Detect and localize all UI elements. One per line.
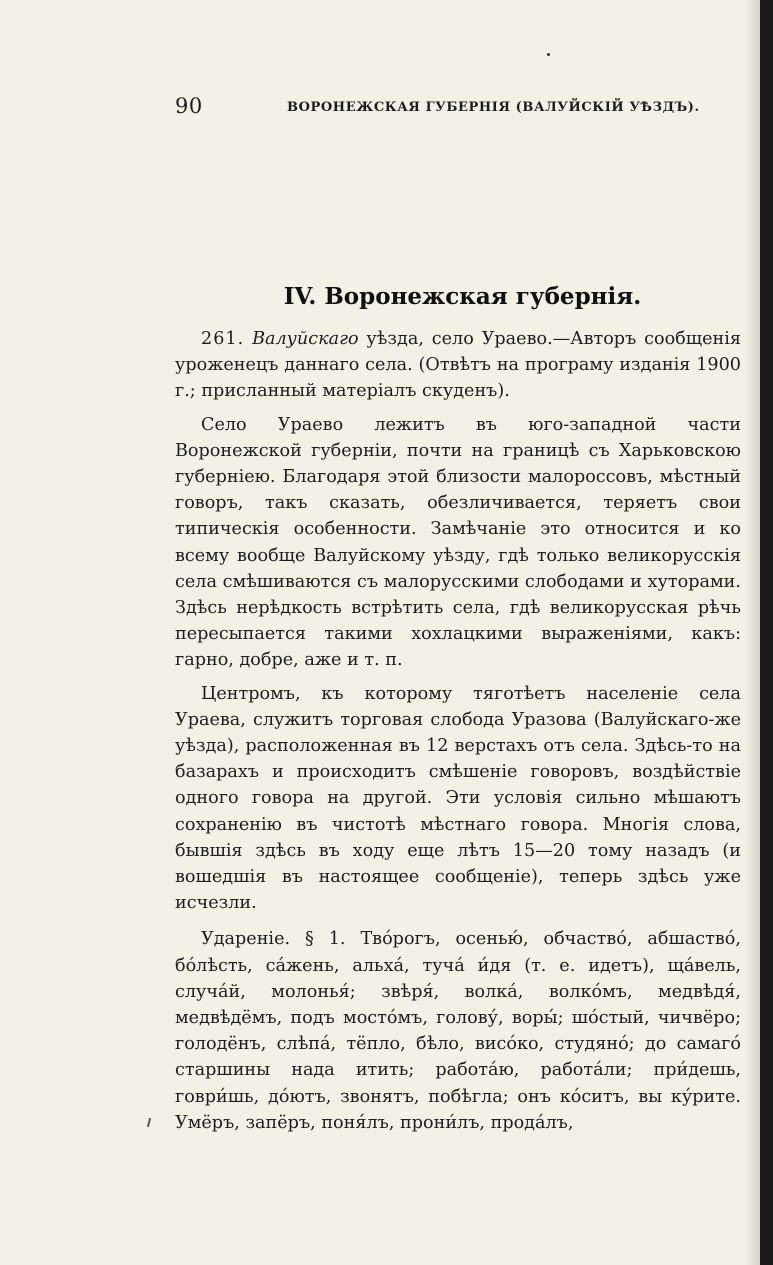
page-edge-shadow	[745, 0, 760, 1265]
paragraph-261-text: уѣзда, село Ураево.—Авторъ сообщенія уроженецъ даннаго села. (Отвѣтъ на програму изданія 1900 г.; присланный матеріалъ скуденъ).	[175, 329, 741, 402]
paragraph-location: Село Ураево лежитъ въ юго-западной части Воронежской губерніи, почти на границѣ съ Харьковскою губерніею. Благодаря этой близости малороссовъ, мѣстный говоръ, такъ сказать, обезличивается, теряетъ свои типическія особенности. Замѣчаніе это относится и ко всему вообще Валуйскому уѣзду, гдѣ только великорусскія села смѣшиваются съ малорусскими слободами и хуторами. Здѣсь нерѣдкость встрѣтить села, гдѣ великорусская рѣчь пересыпается такими хохлацкими выраженіями, какъ: гарно, добре, аже и т. п.	[175, 414, 741, 671]
margin-mark	[147, 1118, 151, 1127]
paragraph-stress: Удареніе. § 1. Тво́рогъ, осенью́, обчаство́, абшаство́, бо́лѣсть, са́жень, альха́, туча́ и́дя (т. е. идетъ), ща́вель, случа́й, молонья́; звѣря́, волка́, волко́мъ, медвѣдя́, медвѣдёмъ, подъ мосто́мъ, голову́, воры́; шо́стый, чичвёро; голодёнъ, слѣпа́, тёпло, бѣло, висо́ко, студяно́; до самаго́ старшины нада итить; работа́ю, работа́ли; при́дешь, говри́шь, до́ютъ, звонятъ, побѣгла; онъ ко́ситъ, вы ку́рите. Умёръ, запёръ, поня́лъ, прони́лъ, прода́лъ,	[175, 929, 741, 1133]
page-number: 90	[175, 94, 203, 118]
body-text	[175, 326, 741, 1136]
paragraph-number: 261.	[201, 329, 245, 349]
page-header	[175, 90, 735, 130]
paragraph-261	[175, 326, 741, 405]
page-speck	[547, 53, 550, 56]
chapter-title: IV. Воронежская губернія.	[283, 283, 642, 310]
paragraph-center: Центромъ, къ которому тяготѣетъ населеніе села Ураева, служитъ торговая слобода Уразова (Валуйскаго-же уѣзда), расположенная въ 12 верстахъ отъ села. Здѣсь-то на базарахъ и происходитъ смѣшеніе говоровъ, воздѣйствіе одного говора на другой. Эти условія сильно мѣшаютъ сохраненію въ чистотѣ мѣстнаго говора. Многія слова, бывшія здѣсь въ ходу еще лѣтъ 15—20 тому назадъ (и вошедшія въ настоящее сообщеніе), теперь здѣсь уже исчезли.	[175, 683, 741, 914]
district-name: Валуйскаго	[252, 329, 359, 349]
scan-edge	[760, 0, 773, 1265]
running-head: ВОРОНЕЖСКАЯ ГУБЕРНІЯ (ВАЛУЙСКІЙ УѢЗДЪ).	[287, 100, 700, 115]
